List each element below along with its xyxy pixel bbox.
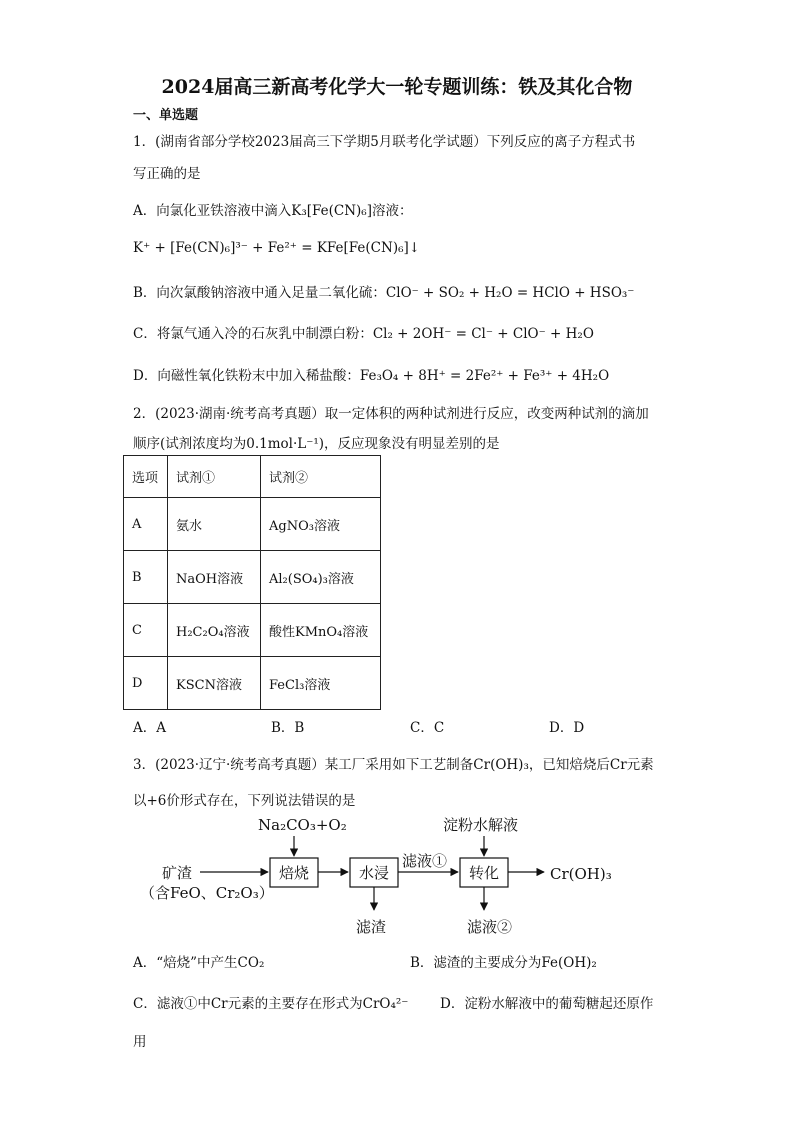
table-cell: NaOH溶液 (168, 551, 261, 604)
q2-answer-a: A．A (133, 720, 166, 736)
flow-reagent-2: 淀粉水解液 (443, 816, 519, 834)
flow-input-note: （含FeO、Cr₂O₃） (140, 884, 274, 902)
q3-option-c: C．滤液①中Cr元素的主要存在形式为CrO₄²⁻ (133, 996, 409, 1012)
q1-option-c: C．将氯气通入冷的石灰乳中制漂白粉：Cl₂ + 2OH⁻ = Cl⁻ + ClO⁻ + H₂O (133, 326, 594, 342)
table-cell: KSCN溶液 (168, 657, 261, 710)
table-cell: C (124, 604, 168, 657)
table-cell: Al₂(SO₄)₃溶液 (261, 551, 381, 604)
flow-box-label: 水浸 (358, 864, 390, 882)
q3-option-d-cont: 用 (133, 1034, 147, 1050)
flow-box-label: 转化 (468, 864, 500, 882)
q1-option-d: D．向磁性氧化铁粉末中加入稀盐酸：Fe₃O₄ + 8H⁺ = 2Fe²⁺ + Fe³⁺ + 4H₂O (133, 368, 610, 384)
q1-option-b: B．向次氯酸钠溶液中通入足量二氧化硫：ClO⁻ + SO₂ + H₂O = HClO + HSO₃⁻ (133, 285, 635, 301)
table-cell: FeCl₃溶液 (261, 657, 381, 710)
table-header-cell: 试剂② (261, 456, 381, 498)
table-cell: AgNO₃溶液 (261, 498, 381, 551)
q2-answer-d: D．D (549, 720, 585, 736)
section-heading: 一、单选题 (133, 108, 199, 123)
q1-option-a: A．向氯化亚铁溶液中滴入K₃[Fe(CN)₆]溶液： (133, 203, 413, 219)
q3-stem-line2: 以+6价形式存在，下列说法错误的是 (133, 793, 356, 809)
q2-stem-line2: 顺序(试剂浓度均为0.1mol·L⁻¹)，反应现象没有明显差别的是 (133, 436, 500, 452)
flow-filtrate-1: 滤液① (402, 852, 448, 870)
flow-residue: 滤渣 (356, 918, 387, 936)
table-cell: D (124, 657, 168, 710)
table-cell: 酸性KMnO₄溶液 (261, 604, 381, 657)
flow-filtrate-2: 滤液② (467, 918, 513, 936)
q1-stem-line1: 1．(湖南省部分学校2023届高三下学期5月联考化学试题）下列反应的离子方程式书 (133, 134, 636, 150)
q3-option-b: B．滤渣的主要成分为Fe(OH)₂ (410, 955, 597, 971)
page-title: 2024届高三新高考化学大一轮专题训练：铁及其化合物 (161, 76, 633, 98)
q3-stem-line1: 3．(2023·辽宁·统考高考真题）某工厂采用如下工艺制备Cr(OH)₃，已知焙烧后Cr元素 (133, 757, 654, 773)
table-cell: A (124, 498, 168, 551)
q2-stem-line1: 2．(2023·湖南·统考高考真题）取一定体积的两种试剂进行反应，改变两种试剂的滴加 (133, 406, 649, 422)
q1-stem-line2: 写正确的是 (133, 166, 201, 182)
table-cell: H₂C₂O₄溶液 (168, 604, 261, 657)
flow-input-ore: 矿渣 (162, 864, 193, 882)
table-cell: B (124, 551, 168, 604)
table-cell: 氨水 (168, 498, 261, 551)
q2-answer-c: C．C (410, 720, 445, 736)
flow-box-label: 焙烧 (278, 864, 310, 882)
table-header-cell: 试剂① (168, 456, 261, 498)
flow-product: Cr(OH)₃ (550, 865, 612, 883)
q1-option-a-equation: K⁺ + [Fe(CN)₆]³⁻ + Fe²⁺ = KFe[Fe(CN)₆]↓ (133, 240, 421, 256)
flow-reagent-1: Na₂CO₃+O₂ (258, 816, 347, 834)
q3-option-d: D．淀粉水解液中的葡萄糖起还原作 (440, 996, 654, 1012)
table-header-cell: 选项 (124, 456, 168, 498)
q2-answer-b: B．B (271, 720, 305, 736)
q3-option-a: A．“焙烧”中产生CO₂ (133, 955, 265, 971)
